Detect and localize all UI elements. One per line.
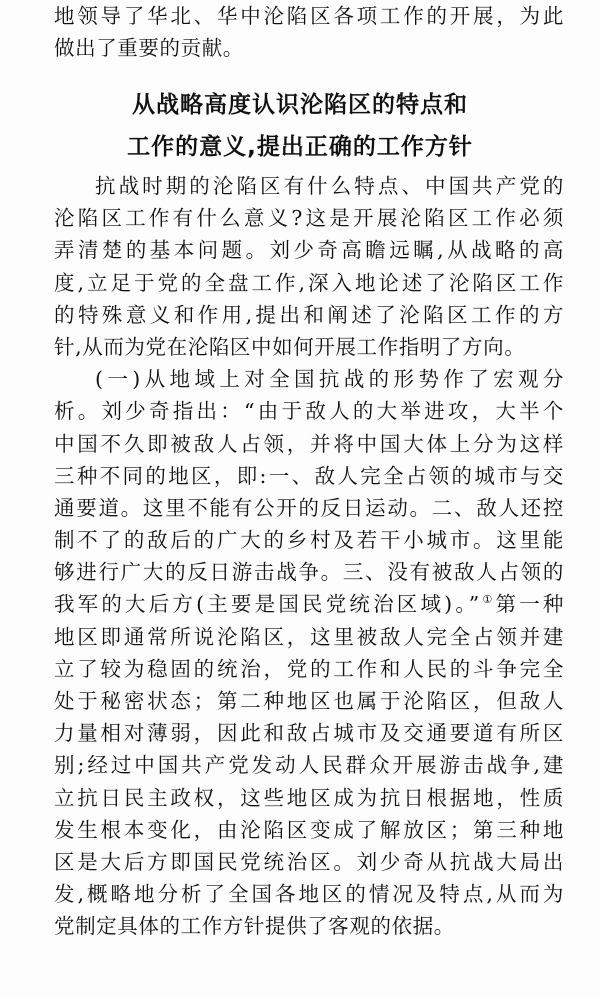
text-line: 度,立足于党的全盘工作,深入地论述了沦陷区工作 xyxy=(54,270,564,295)
footnote-marker[interactable]: ① xyxy=(479,593,496,607)
text-line: 做出了重要的贡献。 xyxy=(54,36,244,61)
heading-line: 从战略高度认识沦陷区的特点和 xyxy=(132,92,468,118)
text-line: 立抗日民主政权，这些地区成为抗日根据地，性质 xyxy=(54,785,564,810)
text-line-with-footnote xyxy=(54,588,564,620)
text-line: (一)从地域上对全国抗战的形势作了宏观分 xyxy=(95,367,564,392)
text-line: 地领导了华北、华中沦陷区各项工作的开展，为此 xyxy=(54,4,564,28)
text-line: 中国不久即被敌人占领，并将中国大体上分为这样 xyxy=(54,431,564,456)
quote-after-text: 第一种 xyxy=(495,592,564,617)
heading-line: 工作的意义,提出正确的工作方针 xyxy=(127,134,473,160)
text-line: 处于秘密状态；第二种地区也属于沦陷区，但敌人 xyxy=(54,689,564,713)
text-line: 沦陷区工作有什么意义?这是开展沦陷区工作必须 xyxy=(54,206,564,231)
text-line: 析。刘少奇指出：“由于敌人的大举进攻，大半个 xyxy=(54,399,564,424)
text-line: 通要道。这里不能有公开的反日运动。二、敌人还控 xyxy=(54,495,564,520)
text-line: 地区即通常所说沦陷区，这里被敌人完全占领并建 xyxy=(54,624,564,649)
text-line: 抗战时期的沦陷区有什么特点、中国共产党的 xyxy=(95,174,564,198)
text-line: 制不了的敌后的广大的乡村及若干小城市。这里能 xyxy=(54,528,564,553)
text-line: 够进行广大的反日游击战争。三、没有被敌人占领的 xyxy=(54,560,564,585)
text-line: 发生根本变化，由沦陷区变成了解放区；第三种地 xyxy=(54,817,564,842)
text-line: 发,概略地分析了全国各地区的情况及特点,从而为 xyxy=(54,882,564,907)
text-line: 别;经过中国共产党发动人民群众开展游击战争,建 xyxy=(54,753,564,778)
text-line: 立了较为稳固的统治，党的工作和人民的斗争完全 xyxy=(54,656,564,681)
quote-end-text: 我军的大后方(主要是国民党统治区域)。” xyxy=(54,592,480,617)
paragraph-intro xyxy=(54,170,564,363)
continued-paragraph xyxy=(54,0,564,64)
paragraph-regions xyxy=(54,363,564,942)
text-line: 三种不同的地区，即:一、敌人完全占领的城市与交 xyxy=(54,463,564,488)
text-line: 区是大后方即国民党统治区。刘少奇从抗战大局出 xyxy=(54,849,564,874)
text-line: 党制定具体的工作方针提供了客观的依据。 xyxy=(54,914,455,939)
text-line: 弄清楚的基本问题。刘少奇高瞻远瞩,从战略的高 xyxy=(54,238,564,263)
body-text xyxy=(54,170,564,943)
text-line: 针,从而为党在沦陷区中如何开展工作指明了方向。 xyxy=(54,334,526,359)
text-line: 力量相对薄弱，因此和敌占城市及交通要道有所区 xyxy=(54,721,564,746)
text-line: 的特殊意义和作用,提出和阐述了沦陷区工作的方 xyxy=(54,302,564,327)
section-heading xyxy=(0,84,600,168)
